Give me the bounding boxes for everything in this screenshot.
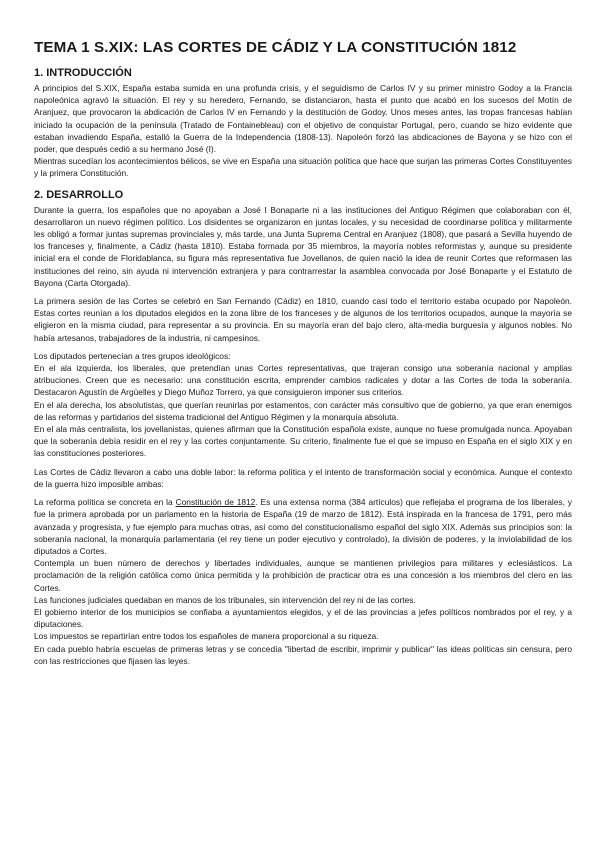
- desarrollo-paragraph-derechos: Contempla un buen número de derechos y libertades individuales, aunque se mantienen privilegios para militares y eclesiásticos. La proclamación de la religión católica como única permitida y la prohibición de practicar otra es una concesión a los miembros del clero en las Cortes.: [34, 558, 572, 593]
- desarrollo-paragraph-2: La primera sesión de las Cortes se celebró en San Fernando (Cádiz) en 1810, cuando casi todo el territorio estaba ocupado por Napoleón. Estas cortes reunían a los diputados elegidos en la zona libre de los franceses y de algunos de los territorios ocupados, aunque la mayoría se eligieron en la misma ciudad, para representar a su provincia. En su mayoría eran del bajo clero, alta-media burguesía y algunos nobles. No había artesanos, trabajadores de la industria, ni campesinos.: [34, 296, 572, 343]
- constitucion-1812-link[interactable]: Constitución de 1812: [175, 497, 256, 508]
- desarrollo-paragraph-escuelas: En cada pueblo habría escuelas de primeras letras y se concedía "libertad de escribir, imprimir y publicar" las ideas políticas sin censura, pero con las restricciones que fijasen las leyes.: [34, 643, 572, 666]
- section-heading-desarrollo: 2. DESARROLLO: [34, 188, 124, 201]
- desarrollo-paragraph-1: Durante la guerra, los españoles que no apoyaban a José I Bonaparte ni a las instituciones del Antiguo Régimen que colaboraban con él, desarrollaron un nuevo régimen político. Los disidentes se organizaron en juntas locales, y su necesidad de coordinarse política y militarmente les obligó a formar juntas supremas provinciales y, más tarde, una Junta Suprema Central en Aranjuez (1808), que pasará a Sevilla huyendo de los franceses y, finalmente, a Cádiz (hasta 1810). Estaba formada por 35 miembros, la mayoría nobles reformistas y, aunque su presidente inicial era el conde de Floridablanca, su figura más representativa fue Jovellanos, de quien nació la idea de reunir Cortes que reformasen las instituciones del reino, sin ayuda ni intervención extranjera y para contrarrestar la asamblea convocada por José Bonaparte y el Estatuto de Bayona (Carta Otorgada).: [34, 204, 572, 288]
- intro-paragraph-2: Mientras sucedían los acontecimientos bélicos, se vive en España una situación política que hace que surjan las primeras Cortes Constituyentes y la primera Constitución.: [34, 156, 572, 179]
- desarrollo-paragraph-impuestos: Los impuestos se repartirían entre todos los españoles de manera proporcional a su riqueza.: [34, 631, 379, 642]
- desarrollo-paragraph-reforma: [34, 496, 572, 557]
- desarrollo-paragraph-liberales: En el ala izquierda, los liberales, que pretendían unas Cortes representativas, que trajeran consigo una soberanía nacional y amplias atribuciones. Creen que es necesario: una constitución escrita, emprender cambios radicales y dotar a las Cortes de toda la soberanía. Destacaron Agustín de Argüelles y Diego Muñoz Torrero, ya que consiguieron imponer sus criterios.: [34, 363, 572, 398]
- desarrollo-paragraph-municipios: El gobierno interior de los municipios se confiaba a ayuntamientos elegidos, y el de las provincias a jefes políticos nombrados por el rey, y a diputaciones.: [34, 606, 572, 630]
- desarrollo-paragraph-judiciales: Las funciones judiciales quedaban en manos de los tribunales, sin intervención del rey ni de las cortes.: [34, 594, 416, 605]
- desarrollo-paragraph-labor: Las Cortes de Cádiz llevaron a cabo una doble labor: la reforma política y el intento de transformación social y económica. Aunque el contexto de la guerra hizo imposible ambas:: [34, 466, 572, 489]
- intro-paragraph-1: A principios del S.XIX, España estaba sumida en una profunda crisis, y el seguidismo de Carlos IV y su primer ministro Godoy a la Francia napoleónica agravó la situación. El rey y su heredero, Fernando, se distanciaron, hasta el punto que acabó en los sucesos del Motín de Aranjuez, que provocaron la abdicación de Carlos IV en Fernando y la destitución de Godoy. Unos meses antes, las tropas francesas habían iniciado la ocupación de la península (Tratado de Fontainebleau) con el objetivo de conquistar Portugal, pero, cuando se hizo evidente que estaban invadiendo España, estalló la Guerra de la Independencia (1808-13). Napoleón forzó las abdicaciones de Bayona y se hizo con el poder, que después cedió a su hermano José (I).: [34, 83, 572, 155]
- desarrollo-paragraph-jovellanistas: En el ala más centralista, los jovellanistas, quienes afirman que la Constitución española existe, aunque no fuese promulgada nunca. Apoyaban que la soberanía debía residir en el rey y las cortes conjuntamente. Su criterio, finalmente fue el que se impuso en España en el siglo XIX y en las constituciones posteriores.: [34, 424, 572, 459]
- desarrollo-paragraph-absolutistas: En el ala derecha, los absolutistas, que querían reunirlas por estamentos, con carácter más consultivo que de gobierno, ya que eran enemigos de las reformas y partidarios del sistema tradicional del Antiguo Régimen y la monarquía absoluta.: [34, 399, 572, 422]
- section-heading-introduccion: 1. INTRODUCCIÓN: [34, 67, 132, 79]
- document-title: TEMA 1 S.XIX: LAS CORTES DE CÁDIZ Y LA CONSTITUCIÓN 1812: [34, 39, 517, 56]
- reforma-text-start: La reforma política se concreta en la: [34, 497, 176, 508]
- desarrollo-paragraph-3: Los diputados pertenecían a tres grupos ideológicos:: [34, 350, 231, 361]
- reforma-text-end: . Es una extensa norma (384 artículos) que reflejaba el programa de los liberales, y fue la primera aprobada por un parlamento en la historia de España (19 de marzo de 1812). Está inspirada en la francesa de 1791, pero más avanzada y progresista, y fue ejemplo para muchas otras, así como del constitucionalismo español del siglo XIX. Además sus principios son: la soberanía nacional, la monarquía parlamentaria (el rey tiene un poder ejecutivo y controlado), la división de poderes, y la inviolabilidad de los diputados a Cortes.: [34, 497, 572, 556]
